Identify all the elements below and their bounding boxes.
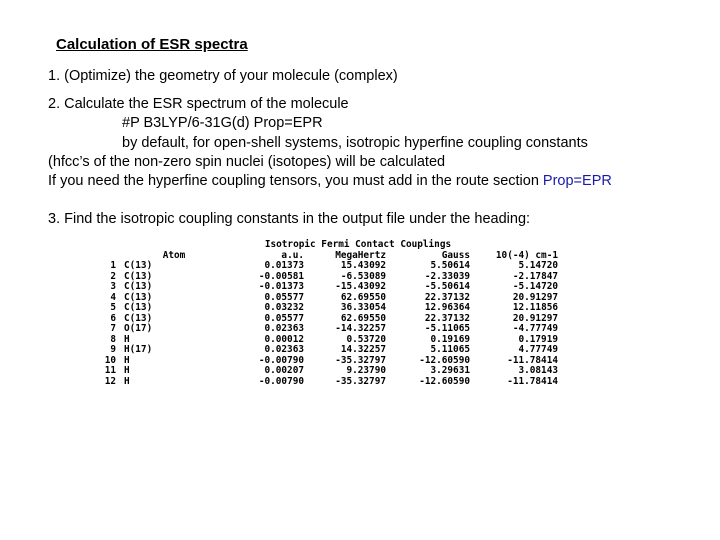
atom-label: H [124,365,130,376]
tensor-note-keyword: Prop=EPR [542,173,612,189]
value-au: 0.02363 [264,323,304,334]
fermi-contact-table [96,240,558,387]
atom-label: H [124,375,130,387]
value-gauss: -12.60590 [419,375,470,387]
value-cm: -2.17847 [512,270,558,282]
value-cm: 0.17919 [518,333,558,345]
atom-label: C(13) [124,260,153,271]
value-au: -0.00790 [258,354,304,366]
value-cm: -5.14720 [512,281,558,292]
table-row [96,261,558,272]
table-row [96,324,558,335]
tensor-note-prefix: If you need the hyperfine coupling tensors, you must add in the route section [48,173,543,189]
atom-label: O(17) [124,323,153,334]
step-1-text: 1. (Optimize) the geometry of your molecule (complex) [48,68,398,84]
atom-label: H [124,333,130,345]
atom-label: C(13) [124,312,153,324]
atom-label: C(13) [124,291,153,303]
column-header-atom: Atom [162,249,186,261]
value-cm: 20.91297 [512,291,558,303]
value-au: 0.02363 [264,344,304,355]
value-gauss: 12.96364 [424,302,470,313]
atom-index: 11 [104,365,116,376]
default-note: by default, for open-shell systems, isotropic hyperfine coupling constants [122,135,588,151]
value-au: 0.03232 [264,302,304,313]
value-megahertz: 9.23790 [346,365,386,376]
value-gauss: 22.37132 [424,291,470,303]
page-title: Calculation of ESR spectra [56,36,248,53]
value-gauss: 0.19169 [430,333,470,345]
atom-index: 3 [110,281,116,292]
value-gauss: 5.11065 [430,344,470,355]
atom-label: H [124,354,130,366]
value-gauss: 5.50614 [430,260,470,271]
atom-index: 9 [110,344,116,355]
atom-index: 2 [110,270,116,282]
route-line: #P B3LYP/6-31G(d) Prop=EPR [122,115,323,131]
atom-index: 10 [104,354,116,366]
value-cm: 20.91297 [512,312,558,324]
value-au: 0.05577 [264,312,304,324]
atom-index: 12 [104,375,116,387]
value-cm: 3.08143 [518,365,558,376]
value-cm: 12.11856 [512,302,558,313]
value-au: 0.05577 [264,291,304,303]
value-cm: -11.78414 [507,354,558,366]
value-au: 0.00012 [264,333,304,345]
table-row [96,293,558,304]
value-gauss: -5.50614 [424,281,470,292]
step-3-text: 3. Find the isotropic coupling constants in the output file under the heading: [48,211,531,227]
table-row [96,282,558,293]
atom-label: C(13) [124,281,153,292]
column-header-megahertz: MegaHertz [335,249,386,261]
value-cm: 5.14720 [518,260,558,271]
value-megahertz: -35.32797 [335,354,386,366]
atom-index: 7 [110,323,116,334]
value-au: 0.00207 [264,365,304,376]
value-au: 0.01373 [264,260,304,271]
value-megahertz: 62.69550 [340,291,386,303]
value-megahertz: 62.69550 [340,312,386,324]
table-row [96,272,558,283]
column-header-au: a.u. [281,249,304,261]
value-gauss: -5.11065 [424,323,470,334]
column-header-cm: 10(-4) cm-1 [495,249,558,261]
atom-label: C(13) [124,270,153,282]
atom-index: 4 [110,291,116,303]
atom-index: 6 [110,312,116,324]
value-au: -0.01373 [258,281,304,292]
value-megahertz: -6.53089 [340,270,386,282]
column-header-gauss: Gauss [441,249,470,261]
value-gauss: -2.33039 [424,270,470,282]
value-cm: -11.78414 [507,375,558,387]
value-megahertz: 36.33054 [340,302,386,313]
value-megahertz: -35.32797 [335,375,386,387]
value-au: -0.00581 [258,270,304,282]
value-megahertz: 15.43092 [340,260,386,271]
table-row [96,314,558,325]
value-au: -0.00790 [258,375,304,387]
atom-label: H(17) [124,344,153,355]
value-cm: 4.77749 [518,344,558,355]
hfcc-note: (hfcc’s of the non-zero spin nuclei (isotopes) will be calculated [48,154,446,170]
table-row [96,303,558,314]
tensor-note [48,172,612,190]
atom-label: C(13) [124,302,153,313]
table-row [96,356,558,367]
step-2-text: 2. Calculate the ESR spectrum of the molecule [48,96,349,112]
fermi-table-heading: Isotropic Fermi Contact Couplings [264,239,452,250]
atom-index: 8 [110,333,116,345]
table-row [96,335,558,346]
value-cm: -4.77749 [512,323,558,334]
value-gauss: 22.37132 [424,312,470,324]
value-megahertz: 0.53720 [346,333,386,345]
atom-index: 1 [110,260,116,271]
table-row [96,366,558,377]
table-row [96,377,558,388]
value-gauss: 3.29631 [430,365,470,376]
value-gauss: -12.60590 [419,354,470,366]
value-megahertz: -15.43092 [335,281,386,292]
value-megahertz: 14.32257 [340,344,386,355]
atom-index: 5 [110,302,116,313]
table-row [96,345,558,356]
value-megahertz: -14.32257 [335,323,386,334]
